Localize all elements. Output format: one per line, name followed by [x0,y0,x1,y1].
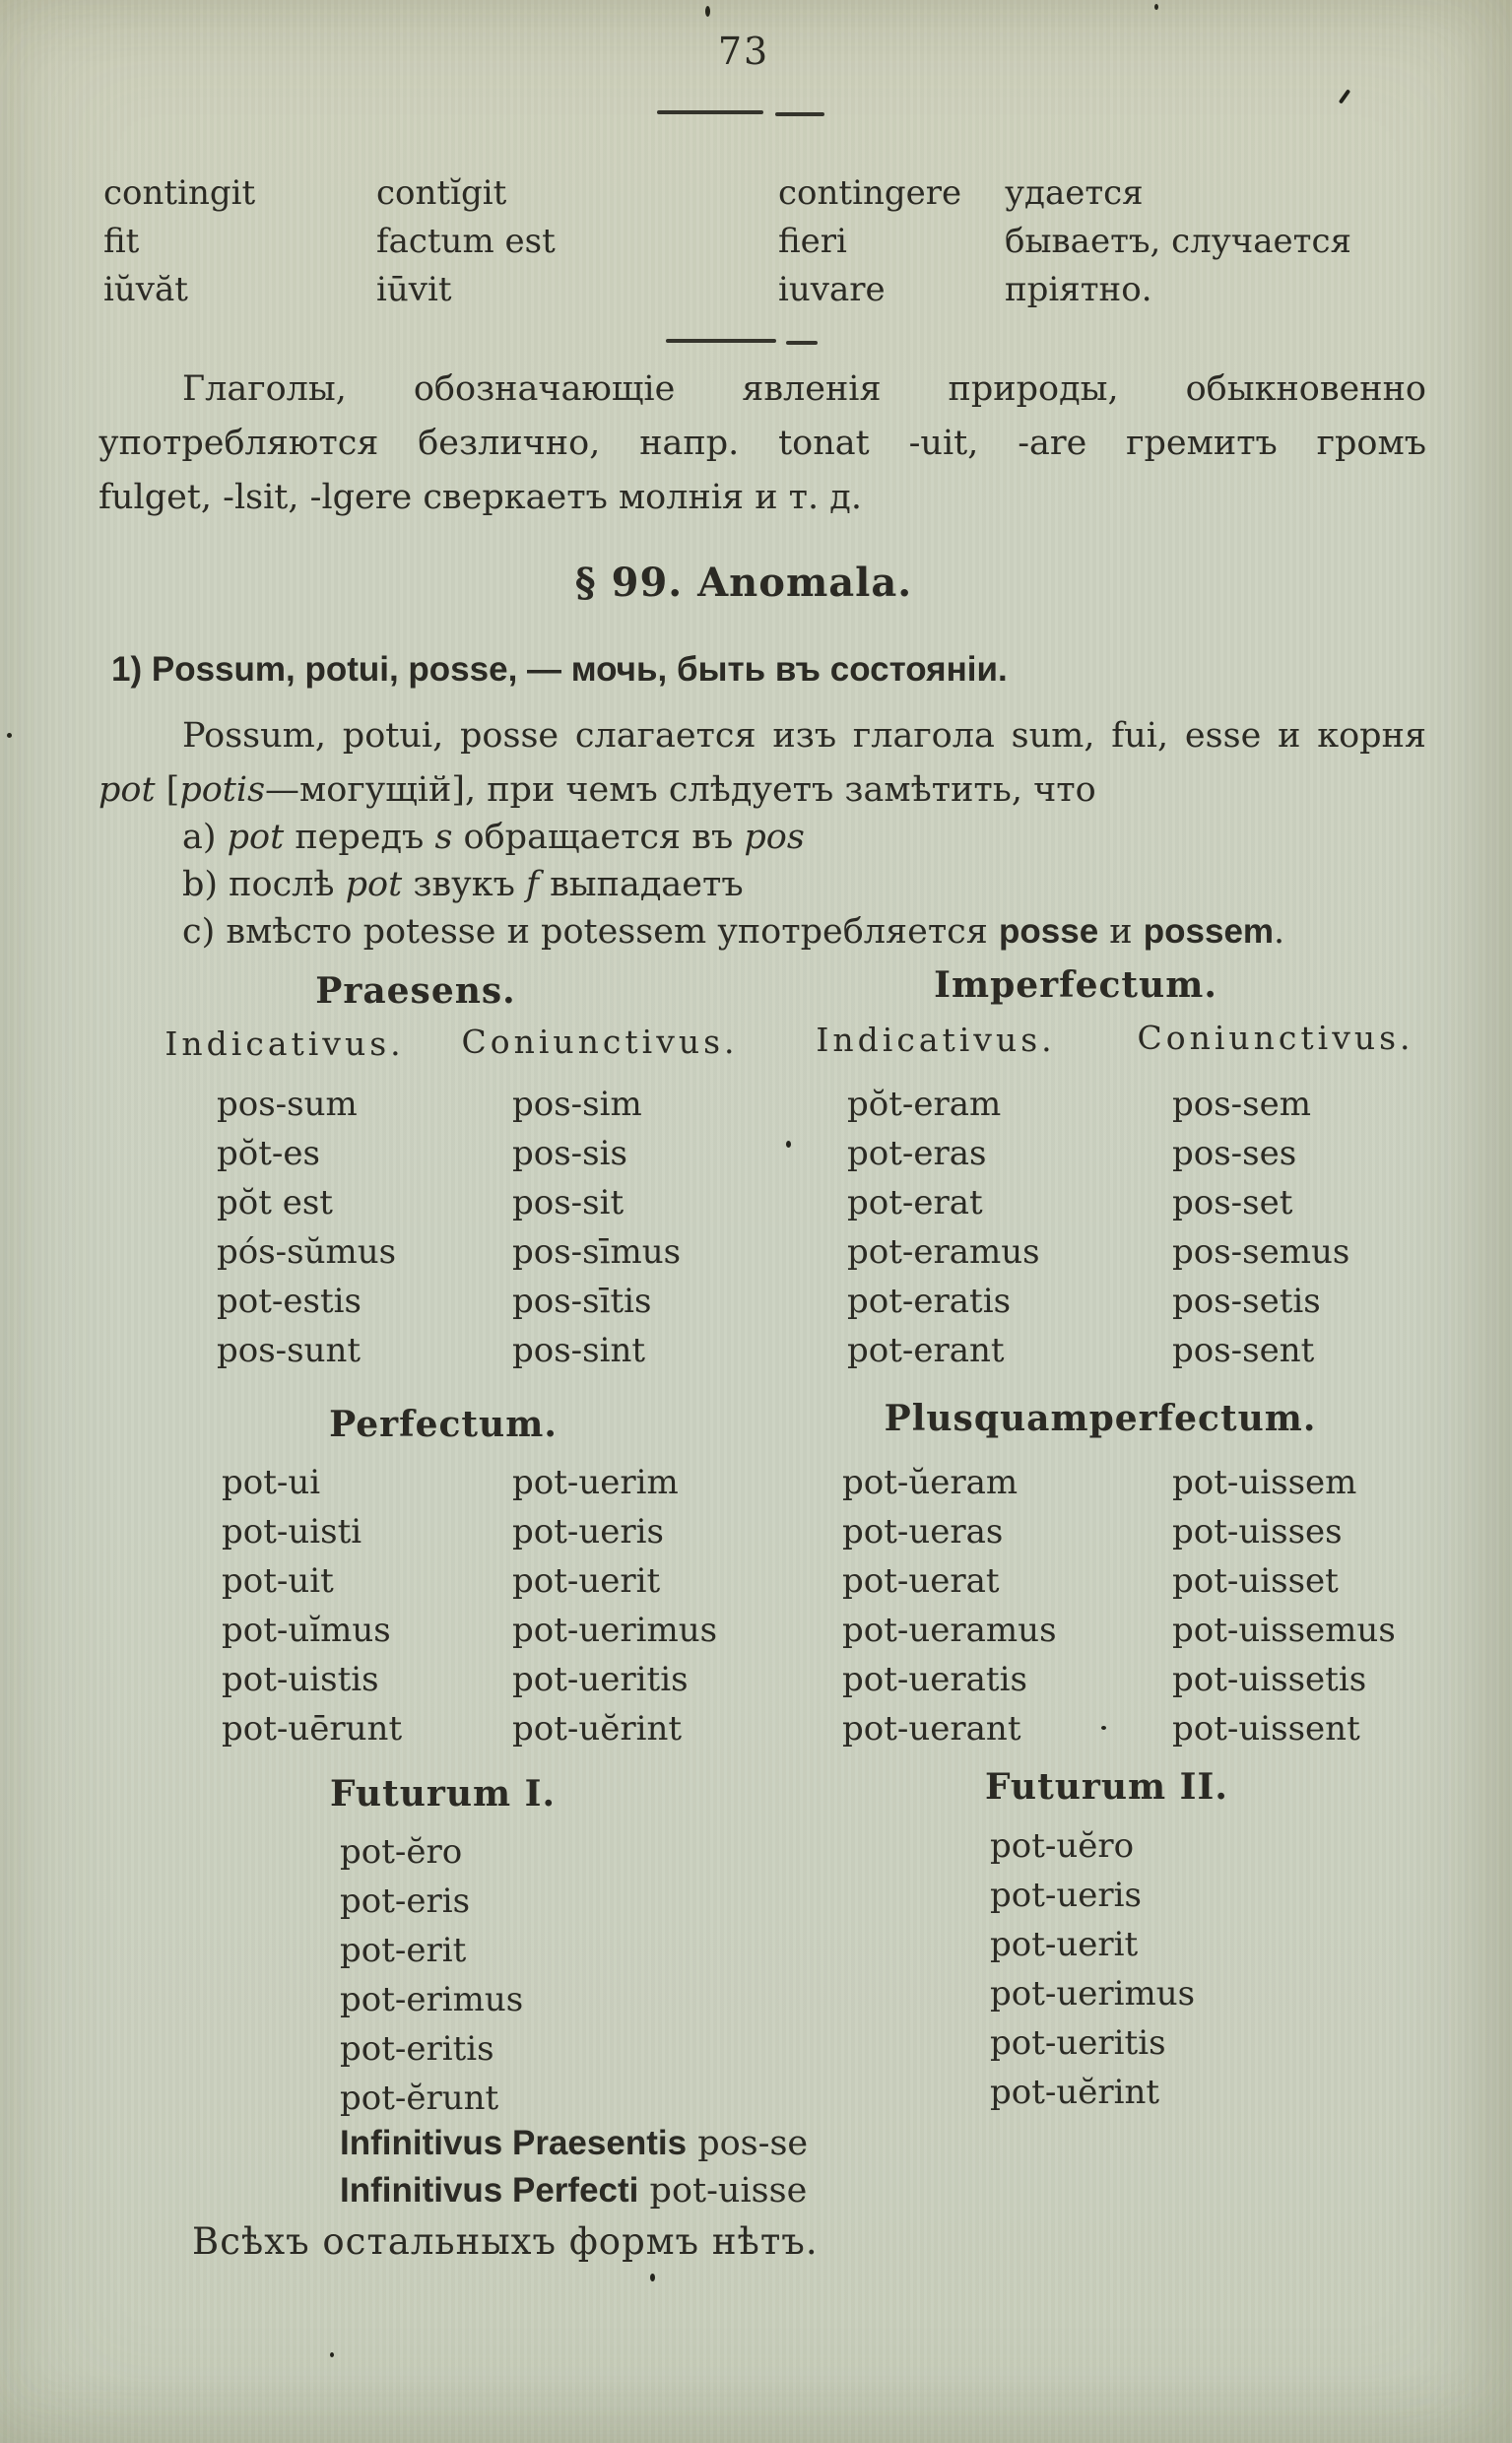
futurum1-heading: Futurum I. [330,1773,557,1815]
infinitive-form: pot-uisse [649,2171,808,2211]
vocab-cell: iuvare [778,270,886,309]
form-cell: pot-uissemus [1172,1611,1396,1650]
vocab-cell: fieri [778,222,847,261]
form-cell: pos-semus [1172,1232,1350,1272]
form-cell: pot-uisses [1172,1512,1343,1552]
infinitivus-praesentis-line [340,2124,808,2163]
form-cell: pot-ueras [842,1512,1004,1552]
form-cell: pos-ses [1172,1134,1297,1173]
form-cell: pos-set [1172,1183,1293,1222]
form-cell: pŏt est [217,1183,333,1222]
page-number-rule-left [657,110,763,114]
vocab-cell: contingit [103,173,256,213]
column-header: Coniunctivus. [1137,1019,1414,1057]
form-cell: pos-sītis [512,1282,652,1321]
form-cell: pŏt-eram [847,1085,1002,1124]
form-cell: pos-sem [1172,1085,1311,1124]
form-cell: pot-ueratis [842,1660,1027,1699]
form-cell: pot-uĕrint [990,2073,1160,2112]
nature-note-paragraph [99,363,1426,525]
paper-speck [7,733,12,738]
form-cell: pot-eratis [847,1282,1012,1321]
form-cell: pot-erit [340,1931,467,1970]
column-header: Indicativus. [816,1021,1056,1059]
form-cell: pos-setis [1172,1282,1321,1321]
praesens-imperfectum-table [217,1080,1438,1375]
plusquamperfectum-heading: Plusquamperfectum. [884,1398,1317,1439]
infinitivus-perfecti-line [340,2171,807,2211]
form-cell: pot-uerit [512,1561,661,1601]
separator-rule-left [666,339,776,343]
paper-speck [650,2274,655,2281]
infinitive-form: pos-se [697,2124,809,2163]
form-cell: pos-sunt [217,1331,362,1370]
possum-rules-list [182,814,1284,956]
section-heading: § 99. Anomala. [574,560,913,606]
form-cell: pos-sim [512,1085,642,1124]
form-cell: pot-eris [340,1882,471,1921]
form-cell: pot-ueris [990,1876,1142,1915]
form-cell: pot-ŭeram [842,1463,1019,1502]
form-cell: pot-uit [222,1561,334,1601]
possum-intro-paragraph [99,709,1426,818]
list-item: c) вмѣсто potesse и potessem употребляется posse и possem. [182,912,1285,952]
infinitive-label: Infinitivus Perfecti [340,2171,639,2210]
imperfectum-heading: Imperfectum. [934,964,1217,1006]
paragraph-line: fulget, -lsit, -lgere сверкаетъ молнія и т. д. [99,478,862,517]
paper-speck [1339,89,1350,103]
paragraph-line: Глаголы, обозначающіе явленія природы, обыкновенно [182,369,1426,409]
futurum1-list [340,1827,523,2123]
infinitive-label: Infinitivus Praesentis [340,2124,688,2162]
possum-title: 1) Possum, potui, posse, — мочь, быть въ состояніи. [111,650,1008,689]
form-cell: pot-ĕrunt [340,2079,499,2118]
vocab-cell: contĭgit [376,173,507,213]
column-header: Coniunctivus. [461,1023,739,1061]
form-cell: pot-erat [847,1183,983,1222]
form-cell: pot-uissent [1172,1709,1360,1749]
paper-speck [1101,1726,1106,1730]
form-cell: pos-sum [217,1085,358,1124]
form-cell: pot-ueritis [512,1660,689,1699]
form-cell: pot-uerant [842,1709,1021,1749]
form-cell: pŏt-es [217,1134,320,1173]
vocab-cell: бываетъ, случается [1005,222,1351,261]
form-cell: pot-erimus [340,1980,524,2019]
form-cell: pot-uerit [990,1925,1139,1964]
form-cell: pot-uĕrint [512,1709,683,1749]
perfectum-plusquamperfectum-table [222,1458,1438,1753]
form-cell: pos-sis [512,1134,627,1173]
form-cell: pot-uērunt [222,1709,403,1749]
form-cell: pot-ueramus [842,1611,1057,1650]
paragraph-line: Possum, potui, posse слагается изъ глагола sum, fui, esse и корня [182,716,1426,756]
paper-speck [330,2352,334,2357]
paper-speck [786,1141,791,1148]
form-cell: pot-erant [847,1331,1005,1370]
form-cell: pos-sint [512,1331,646,1370]
paragraph-line: pot [potis—могущій], при чемъ слѣдуетъ замѣтить, что [99,770,1096,810]
paper-speck [705,6,710,17]
form-cell: pot-uerimus [512,1611,718,1650]
form-cell: pot-ui [222,1463,321,1502]
vocab-cell: удается [1005,173,1144,213]
form-cell: pot-eras [847,1134,987,1173]
form-cell: pot-uissetis [1172,1660,1367,1699]
form-cell: pot-uĭmus [222,1611,391,1650]
page-number: 73 [717,30,770,73]
form-cell: pot-uerim [512,1463,679,1502]
vocab-cell: iŭvăt [103,270,188,309]
paper-speck [1154,4,1158,10]
form-cell: pot-ĕro [340,1832,463,1872]
form-cell: pot-uerimus [990,1974,1196,2014]
vocab-table [103,169,1428,314]
vocab-cell: fit [103,222,140,261]
form-cell: pot-eritis [340,2029,494,2069]
vocab-cell: contingere [778,173,962,213]
vocab-cell: пріятно. [1005,270,1152,309]
form-cell: pot-uisti [222,1512,362,1552]
form-cell: pot-uistis [222,1660,379,1699]
form-cell: pot-uerat [842,1561,1000,1601]
latin-root: potis [179,770,266,810]
form-cell: pos-sīmus [512,1232,682,1272]
form-cell: pot-uisset [1172,1561,1339,1601]
form-cell: pot-uissem [1172,1463,1357,1502]
form-cell: pos-sit [512,1183,625,1222]
form-cell: pos-sent [1172,1331,1315,1370]
form-cell: pot-ueris [512,1512,664,1552]
vocab-cell: iūvit [376,270,452,309]
form-cell: pot-eramus [847,1232,1040,1272]
list-item: a) pot передъ s обращается въ pos [182,818,805,857]
praesens-heading: Praesens. [315,970,516,1012]
list-item: b) послѣ pot звукъ f выпадаетъ [182,865,744,904]
latin-root: pot [99,770,156,810]
paragraph-line: употребляются безлично, напр. tonat -uit, -are гремитъ громъ [99,424,1426,463]
perfectum-heading: Perfectum. [329,1404,558,1445]
column-header: Indicativus. [164,1024,405,1063]
futurum2-heading: Futurum II. [985,1766,1228,1808]
footer-note: Всѣхъ остальныхъ формъ нѣтъ. [192,2220,819,2263]
separator-rule-right [786,341,818,345]
page-number-rule-right [775,112,824,116]
form-cell: pot-uĕro [990,1826,1135,1866]
form-cell: pot-ueritis [990,2023,1166,2063]
futurum2-list [990,1821,1195,2117]
vocab-cell: factum est [376,222,556,261]
form-cell: pós-sŭmus [217,1232,397,1272]
form-cell: pot-estis [217,1282,362,1321]
